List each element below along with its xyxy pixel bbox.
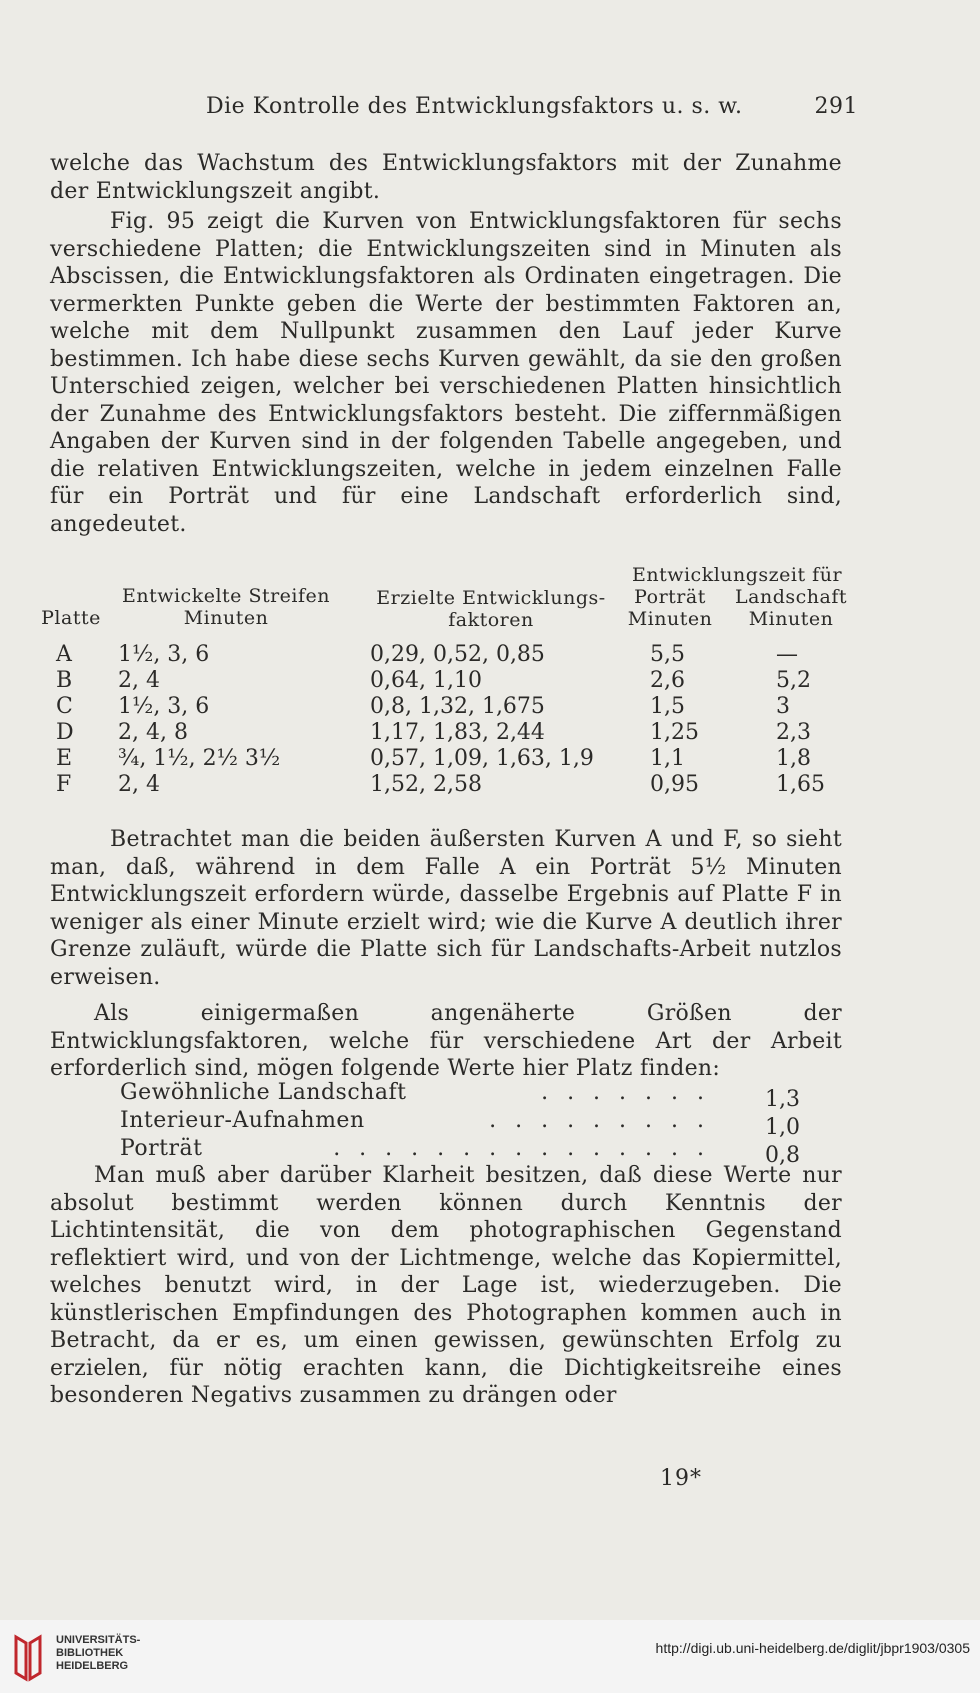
cell-faktoren: 1,52, 2,58 <box>370 772 482 797</box>
cell-streifen: ¾, 1½, 2½ 3½ <box>118 746 281 771</box>
cell-streifen: 1½, 3, 6 <box>118 642 210 667</box>
cell-landschaft: 3 <box>776 694 790 719</box>
paragraph-3: Betrachtet man die beiden äußersten Kurven A und F, so sieht man, daß, während in dem Falle A ein Porträt 5½ Minuten Entwicklungszeit erfordern würde, dasselbe Ergebnis auf Platte F in weniger als einer Minute erzielt wird; wie die Kurve A deutlich ihrer Grenze zuläuft, würde die Platte sich für Landschafts-Arbeit nutzlos erweisen. <box>50 827 842 990</box>
cell-streifen: 2, 4, 8 <box>118 720 188 745</box>
header-text: Entwicklungszeit für <box>631 564 843 586</box>
factor-values-list <box>120 1080 800 1168</box>
list-item <box>120 1080 800 1112</box>
cell-portraet: 1,25 <box>650 720 699 745</box>
header-text: Minuten <box>627 608 713 630</box>
cell-landschaft: — <box>776 642 798 667</box>
cell-faktoren: 0,8, 1,32, 1,675 <box>370 694 545 719</box>
header-text: faktoren <box>448 609 534 631</box>
col-header-streifen <box>116 585 336 629</box>
cell-platte: C <box>56 694 73 719</box>
paragraph-4: Als einigermaßen angenäherte Größen der Entwicklungsfaktoren, welche für verschiedene Art der Arbeit erforderlich sind, mögen folgende Werte hier Platz finden: <box>50 1001 842 1081</box>
value-number: 1,0 <box>765 1115 800 1140</box>
cell-portraet: 1,5 <box>650 694 685 719</box>
running-header <box>206 94 858 119</box>
header-text: Erzielte Entwicklungs- <box>376 587 606 609</box>
cell-portraet: 5,5 <box>650 642 685 667</box>
col-header-landschaft <box>726 586 856 630</box>
leader-dots: . . . . . . . . . . . . . . . <box>333 1136 710 1161</box>
value-label: Gewöhnliche Landschaft <box>120 1080 407 1105</box>
header-text: Platte <box>41 607 101 629</box>
value-label: Interieur-Aufnahmen <box>120 1108 365 1133</box>
paragraph-5: Man muß aber darüber Klarheit besitzen, daß diese Werte nur absolut bestimmt werden können durch Kenntnis der Lichtintensität, die von dem photographischen Gegenstand reflektiert wird, und von der Lichtmenge, welche das Kopiermittel, welches benutzt wird, in der Lage ist, wiederzugeben. Die künstlerischen Empfindungen des Photographen kommen auch in Betracht, da er es, um einen gewissen, gewünschten Erfolg zu erzielen, für nötig erachten kann, die Dichtigkeitsreihe eines besonderen Negativs zusammen zu drängen oder <box>50 1163 842 1408</box>
cell-faktoren: 0,64, 1,10 <box>370 668 482 693</box>
cell-platte: E <box>56 746 73 771</box>
cell-portraet: 2,6 <box>650 668 685 693</box>
cell-landschaft: 1,8 <box>776 746 811 771</box>
paragraph-1: welche das Wachstum des Entwicklungsfaktors mit der Zunahme der Entwicklungszeit angibt. <box>50 151 842 204</box>
value-number: 0,8 <box>765 1143 800 1168</box>
institution-line: HEIDELBERG <box>56 1660 129 1672</box>
cell-platte: B <box>56 668 73 693</box>
cell-platte: A <box>56 642 72 667</box>
institution-line: BIBLIOTHEK <box>56 1647 124 1659</box>
cell-landschaft: 1,65 <box>776 772 825 797</box>
cell-landschaft: 5,2 <box>776 668 811 693</box>
cell-faktoren: 1,17, 1,83, 2,44 <box>370 720 545 745</box>
table-row <box>36 642 856 668</box>
list-item <box>120 1108 800 1140</box>
header-text: Minuten <box>748 608 834 630</box>
cell-faktoren: 0,57, 1,09, 1,63, 1,9 <box>370 746 594 771</box>
value-label: Porträt <box>120 1136 203 1161</box>
table-row <box>36 720 856 746</box>
cell-streifen: 1½, 3, 6 <box>118 694 210 719</box>
leader-dots: . . . . . . . . . <box>489 1108 710 1133</box>
header-text: Landschaft <box>735 586 847 608</box>
institution-line: UNIVERSITÄTS- <box>56 1634 141 1646</box>
header-text: Entwickelte Streifen <box>121 585 331 607</box>
cell-portraet: 0,95 <box>650 772 699 797</box>
signature-mark: 19* <box>660 1466 702 1491</box>
cell-platte: F <box>56 772 72 797</box>
source-url-link[interactable]: http://digi.ub.uni-heidelberg.de/diglit/jbpr1903/0305 <box>655 1640 970 1656</box>
page-number: 291 <box>814 94 858 119</box>
header-text: Minuten <box>183 607 269 629</box>
table-row <box>36 694 856 720</box>
paragraph-2: Fig. 95 zeigt die Kurven von Entwicklungsfaktoren für sechs verschiedene Platten; die Entwicklungszeiten sind in Minuten als Abscissen, die Entwicklungsfaktoren als Ordinaten eingetragen. Die vermerkten Punkte geben die Werte der bestimmten Faktoren an, welche mit dem Nullpunkt zusammen den Lauf jeder Kurve bestimmen. Ich habe diese sechs Kurven gewählt, da sie den großen Unterschied zeigen, welcher bei verschiedenen Platten hinsichtlich der Zunahme des Entwicklungsfaktors besteht. Die ziffernmäßigen Angaben der Kurven sind in der folgenden Tabelle angegeben, und die relativen Entwicklungszeiten, welche in jedem einzelnen Falle für ein Porträt und für eine Landschaft erforderlich sind, angedeutet. <box>50 209 842 537</box>
cell-portraet: 1,1 <box>650 746 685 771</box>
col-header-portraet <box>620 586 720 630</box>
value-number: 1,3 <box>765 1087 800 1112</box>
cell-landschaft: 2,3 <box>776 720 811 745</box>
institution-name <box>56 1634 140 1673</box>
col-header-platte <box>36 607 106 629</box>
table-row <box>36 772 856 798</box>
col-header-faktoren <box>366 587 616 631</box>
cell-platte: D <box>56 720 74 745</box>
table-row <box>36 746 856 772</box>
cell-streifen: 2, 4 <box>118 668 160 693</box>
list-item <box>120 1136 800 1168</box>
leader-dots: . . . . . . . <box>541 1080 710 1105</box>
running-title: Die Kontrolle des Entwicklungsfaktors u. s. w. <box>206 94 743 119</box>
col-header-zeit <box>618 564 856 586</box>
header-text: Porträt <box>634 586 706 608</box>
library-logo-icon <box>10 1633 46 1683</box>
digitization-footer <box>0 1620 980 1693</box>
table-row <box>36 668 856 694</box>
cell-streifen: 2, 4 <box>118 772 160 797</box>
cell-faktoren: 0,29, 0,52, 0,85 <box>370 642 545 667</box>
